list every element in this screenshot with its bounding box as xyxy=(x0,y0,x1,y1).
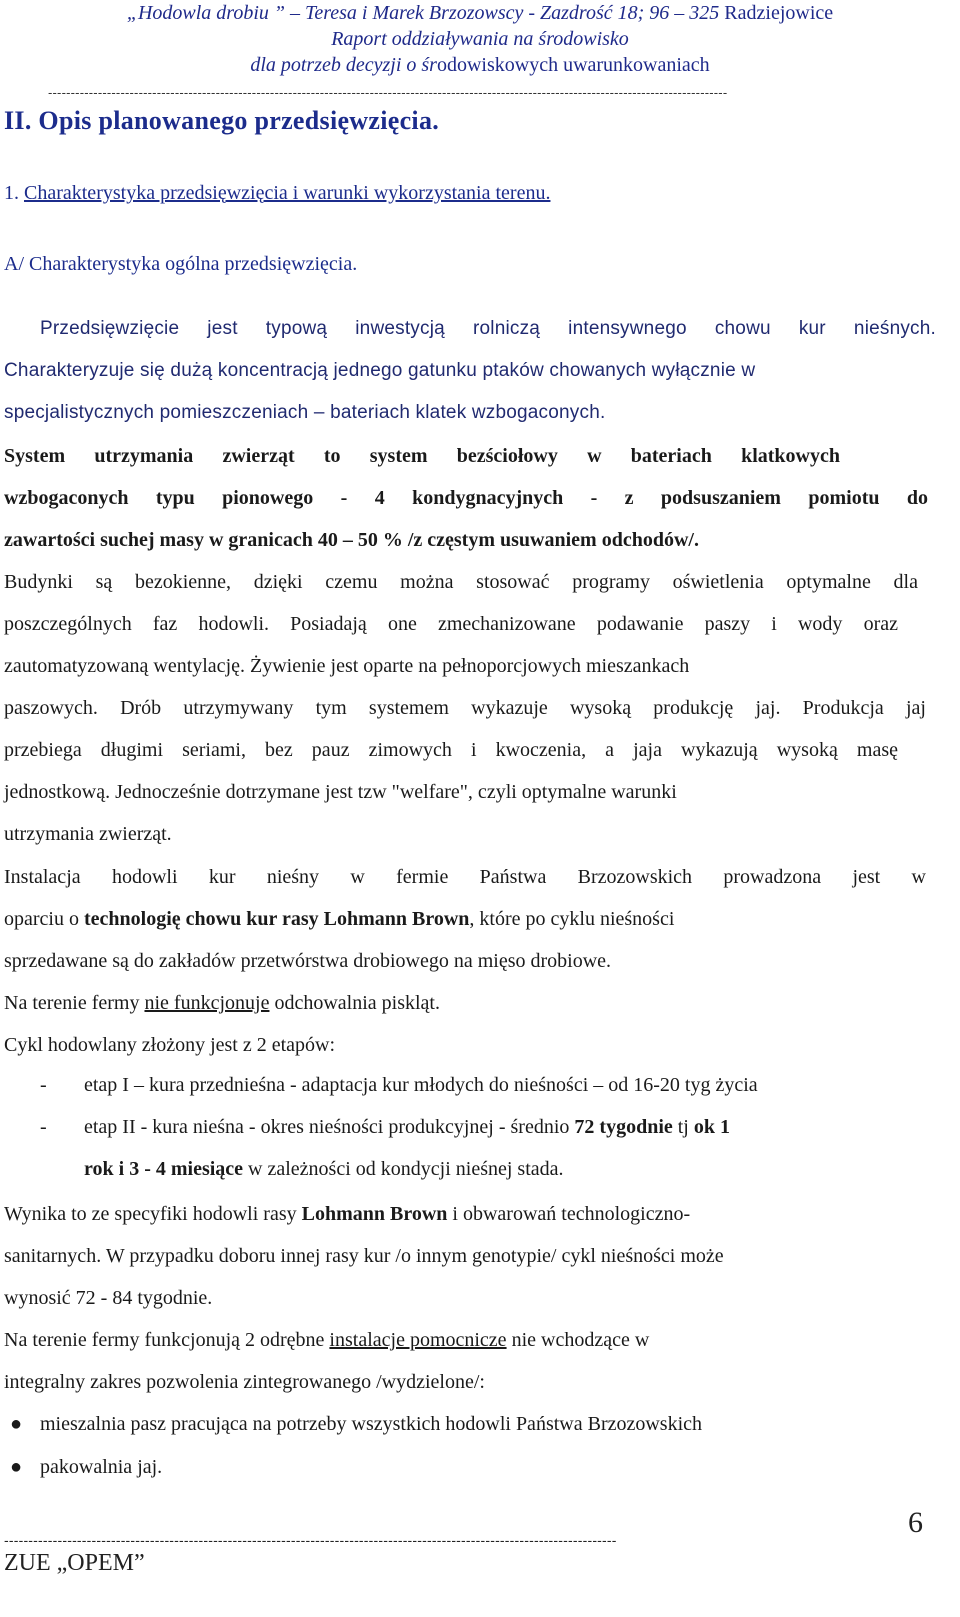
paragraph-line: wynosić 72 - 84 tygodnie. xyxy=(4,1287,213,1309)
paragraph-line xyxy=(4,906,956,932)
paragraph-line: Cykl hodowlany złożony jest z 2 etapów: xyxy=(4,1034,336,1056)
bold-text: ok 1 xyxy=(693,1116,730,1138)
paragraph-line xyxy=(4,990,956,1016)
paragraph-line: sprzedawane są do zakładów przetwórstwa drobiowego na mięso drobiowe. xyxy=(4,950,612,972)
paragraph-line: Charakteryzuje się dużą koncentracją jednego gatunku ptaków chowanych wyłącznie w xyxy=(4,360,756,381)
text-span: Na terenie fermy funkcjonują 2 odrębne xyxy=(4,1329,325,1351)
paragraph-line: utrzymania zwierząt. xyxy=(4,823,172,845)
list-dash: - xyxy=(40,1116,47,1138)
paragraph-line: Budynki są bezokienne, dzięki czemu można stosować programy oświetlenia optymalne dla xyxy=(4,571,918,593)
subsection-heading xyxy=(4,182,550,205)
bullet-item: pakowalnia jaj. xyxy=(40,1456,163,1478)
text-span: etap II - kura nieśna - okres nieśności produkcyjnej - średnio xyxy=(84,1116,570,1138)
bullet-icon: ● xyxy=(10,1456,23,1478)
list-item-continuation xyxy=(84,1158,956,1181)
paragraph-line: przebiega długimi seriami, bez pauz zimowych i kwoczenia, a jaja wykazują wysoką masę xyxy=(4,739,898,761)
section-title: II. Opis planowanego przedsięwzięcia. xyxy=(4,106,440,135)
subsection-title: Charakterystyka przedsięwzięcia i warunki wykorzystania terenu. xyxy=(24,182,551,204)
paragraph-bold-line: wzbogaconych typu pionowego - 4 kondygnacyjnych - z podsuszaniem pomiotu do xyxy=(4,487,928,509)
paragraph-line: poszczególnych faz hodowli. Posiadają one zmechanizowane podawanie paszy i wody oraz xyxy=(4,613,898,635)
paragraph-bold-line: System utrzymania zwierząt to system bezściołowy w bateriach klatkowych xyxy=(4,445,840,467)
bullet-item: mieszalnia pasz pracująca na potrzeby wszystkich hodowli Państwa Brzozowskich xyxy=(40,1413,703,1435)
text-span: w zależności od kondycji nieśnej stada. xyxy=(248,1158,564,1180)
paragraph-line: paszowych. Drób utrzymywany tym systemem wykazuje wysoką produkcję jaj. Produkcja jaj xyxy=(4,697,926,719)
text-span: odchowalnia piskląt. xyxy=(274,992,440,1014)
bullet-icon: ● xyxy=(10,1413,23,1435)
header-address: - Zazdrość 18; 96 – 325 xyxy=(523,2,720,24)
list-item xyxy=(84,1116,956,1139)
text-span: i obwarowań technologiczno- xyxy=(452,1203,691,1225)
header-owners: Teresa i Marek Brzozowscy xyxy=(305,2,524,24)
header-title: „Hodowla drobiu ” – xyxy=(126,2,301,24)
technology-name: technologię chowu kur rasy Lohmann Brown xyxy=(83,908,470,930)
header-purpose-b: odowiskowych uwarunkowaniach xyxy=(436,54,710,76)
paragraph-line: Instalacja hodowli kur nieśny w fermie Państwa Brzozowskich prowadzona jest w xyxy=(4,866,926,888)
paragraph-line: Przedsięwzięcie jest typową inwestycją rolniczą intensywnego chowu kur nieśnych. xyxy=(40,318,936,339)
text-span: , które po cyklu nieśności xyxy=(469,908,675,930)
header-town: Radziejowice xyxy=(724,2,834,24)
header-line-3 xyxy=(0,52,960,78)
underlined-text: instalacje pomocnicze xyxy=(329,1329,507,1351)
text-span: oparciu o xyxy=(4,908,79,930)
paragraph-line xyxy=(4,1201,956,1227)
header-line-1 xyxy=(0,0,960,26)
list-dash: - xyxy=(40,1074,47,1096)
underlined-text: nie funkcjonuje xyxy=(144,992,270,1014)
text-span: nie wchodzące w xyxy=(511,1329,650,1351)
header-report-title: Raport oddziaływania na środowisko xyxy=(331,28,629,50)
bold-text: rok i 3 - 4 miesiące xyxy=(84,1158,244,1180)
paragraph-line: specjalistycznych pomieszczeniach – bateriach klatek wzbogaconych. xyxy=(4,402,606,423)
paragraph-line xyxy=(4,1327,956,1353)
bold-text: 72 tygodnie xyxy=(574,1116,673,1138)
paragraph-line: jednostkową. Jednocześnie dotrzymane jest tzw "welfare", czyli optymalne warunki xyxy=(4,781,677,803)
header-divider: ------------------------------------------------------------------------------------------------------------------------------------------------------ xyxy=(48,86,728,100)
text-span: Na terenie fermy xyxy=(4,992,140,1014)
text-span: tj xyxy=(677,1116,689,1138)
footer-divider: ------------------------------------------------------------------------------------------------------------------------------ xyxy=(4,1533,617,1547)
subsection-number: 1. xyxy=(4,182,19,204)
paragraph-line: zautomatyzowaną wentylację. Żywienie jest oparte na pełnoporcjowych mieszankach xyxy=(4,655,690,677)
page-number: 6 xyxy=(908,1506,923,1539)
paragraph-line: sanitarnych. W przypadku doboru innej rasy kur /o innym genotypie/ cykl nieśności może xyxy=(4,1245,724,1267)
list-item: etap I – kura przednieśna - adaptacja kur młodych do nieśności – od 16-20 tyg życia xyxy=(84,1074,758,1096)
breed-name: Lohmann Brown xyxy=(301,1203,448,1225)
paragraph-bold-line: zawartości suchej masy w granicach 40 – 50 % /z częstym usuwaniem odchodów/. xyxy=(4,529,699,551)
paragraph-line: integralny zakres pozwolenia zintegrowanego /wydzielone/: xyxy=(4,1371,485,1393)
text-span: Wynika to ze specyfiki hodowli rasy xyxy=(4,1203,297,1225)
subheading: A/ Charakterystyka ogólna przedsięwzięcia. xyxy=(4,253,358,275)
header-purpose-a: dla potrzeb decyzji o śr xyxy=(250,54,437,76)
footer-organization: ZUE „OPEM” xyxy=(4,1550,145,1576)
